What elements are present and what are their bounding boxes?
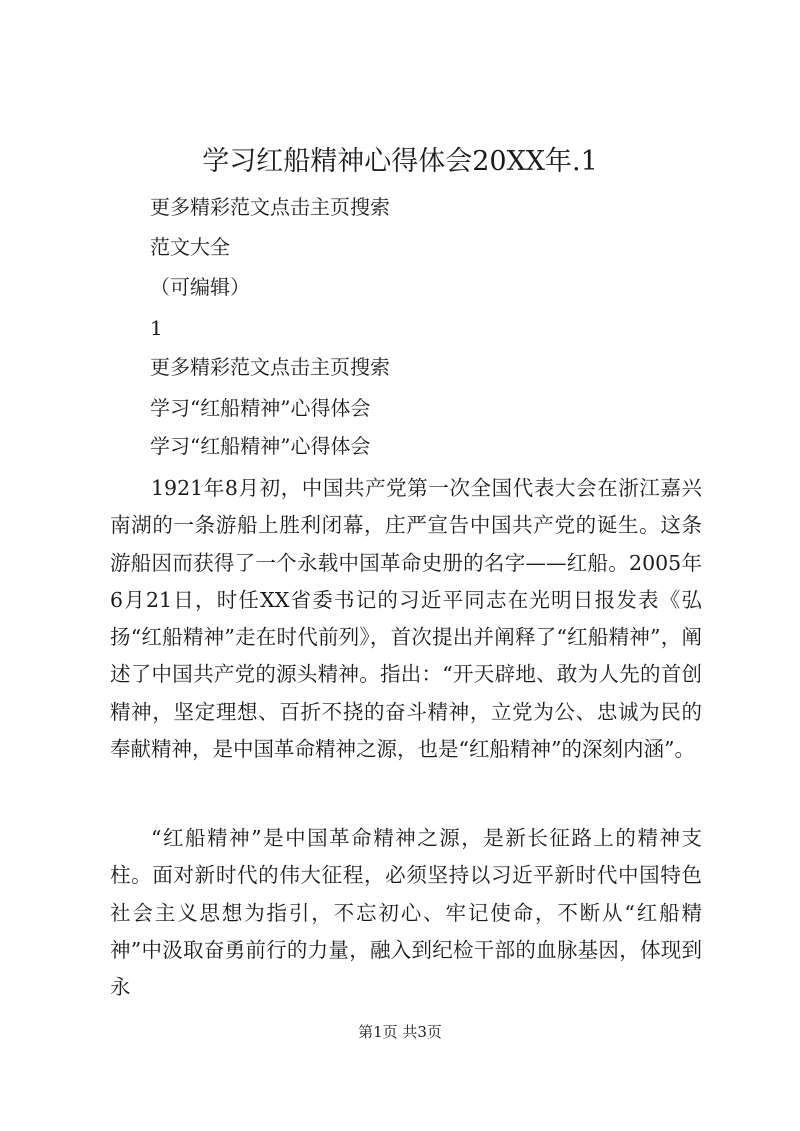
header-line: 更多精彩范文点击主页搜索: [150, 355, 390, 379]
page-number-footer: 第1页 共3页: [358, 1023, 442, 1041]
header-line: 范文大全: [150, 235, 230, 259]
subtitle-line: 学习“红船精神”心得体会: [150, 396, 371, 420]
subtitle-line: 学习“红船精神”心得体会: [150, 434, 371, 458]
body-paragraph: 1921年8月初，中国共产党第一次全国代表大会在浙江嘉兴南湖的一条游船上胜利闭幕，庄严宣告中国共产党的诞生。这条游船因而获得了一个永载中国革命史册的名字——红船。2005年6月21日，时任XX省委书记的习近平同志在光明日报发表《弘扬“红船精神”走在时代前列》，首次提出并阐释了“红船精神”，阐述了中国共产党的源头精神。指出：“开天辟地、敢为人先的首创精神，坚定理想、百折不挠的奋斗精神，立党为公、忠诚为民的奉献精神，是中国革命精神之源，也是“红船精神”的深刻内涵”。: [110, 476, 702, 762]
header-line: 1: [150, 316, 163, 340]
body-paragraph: “红船精神”是中国革命精神之源，是新长征路上的精神支柱。面对新时代的伟大征程，必须坚持以习近平新时代中国特色社会主义思想为指引，不忘初心、牢记使命，不断从“红船精神”中汲取奋勇前行的力量，融入到纪检干部的血脉基因，体现到永: [110, 826, 702, 1000]
header-line: （可编辑）: [150, 275, 250, 299]
document-title: 学习红船精神心得体会20XX年.1: [202, 146, 598, 177]
header-line: 更多精彩范文点击主页搜索: [150, 195, 390, 219]
